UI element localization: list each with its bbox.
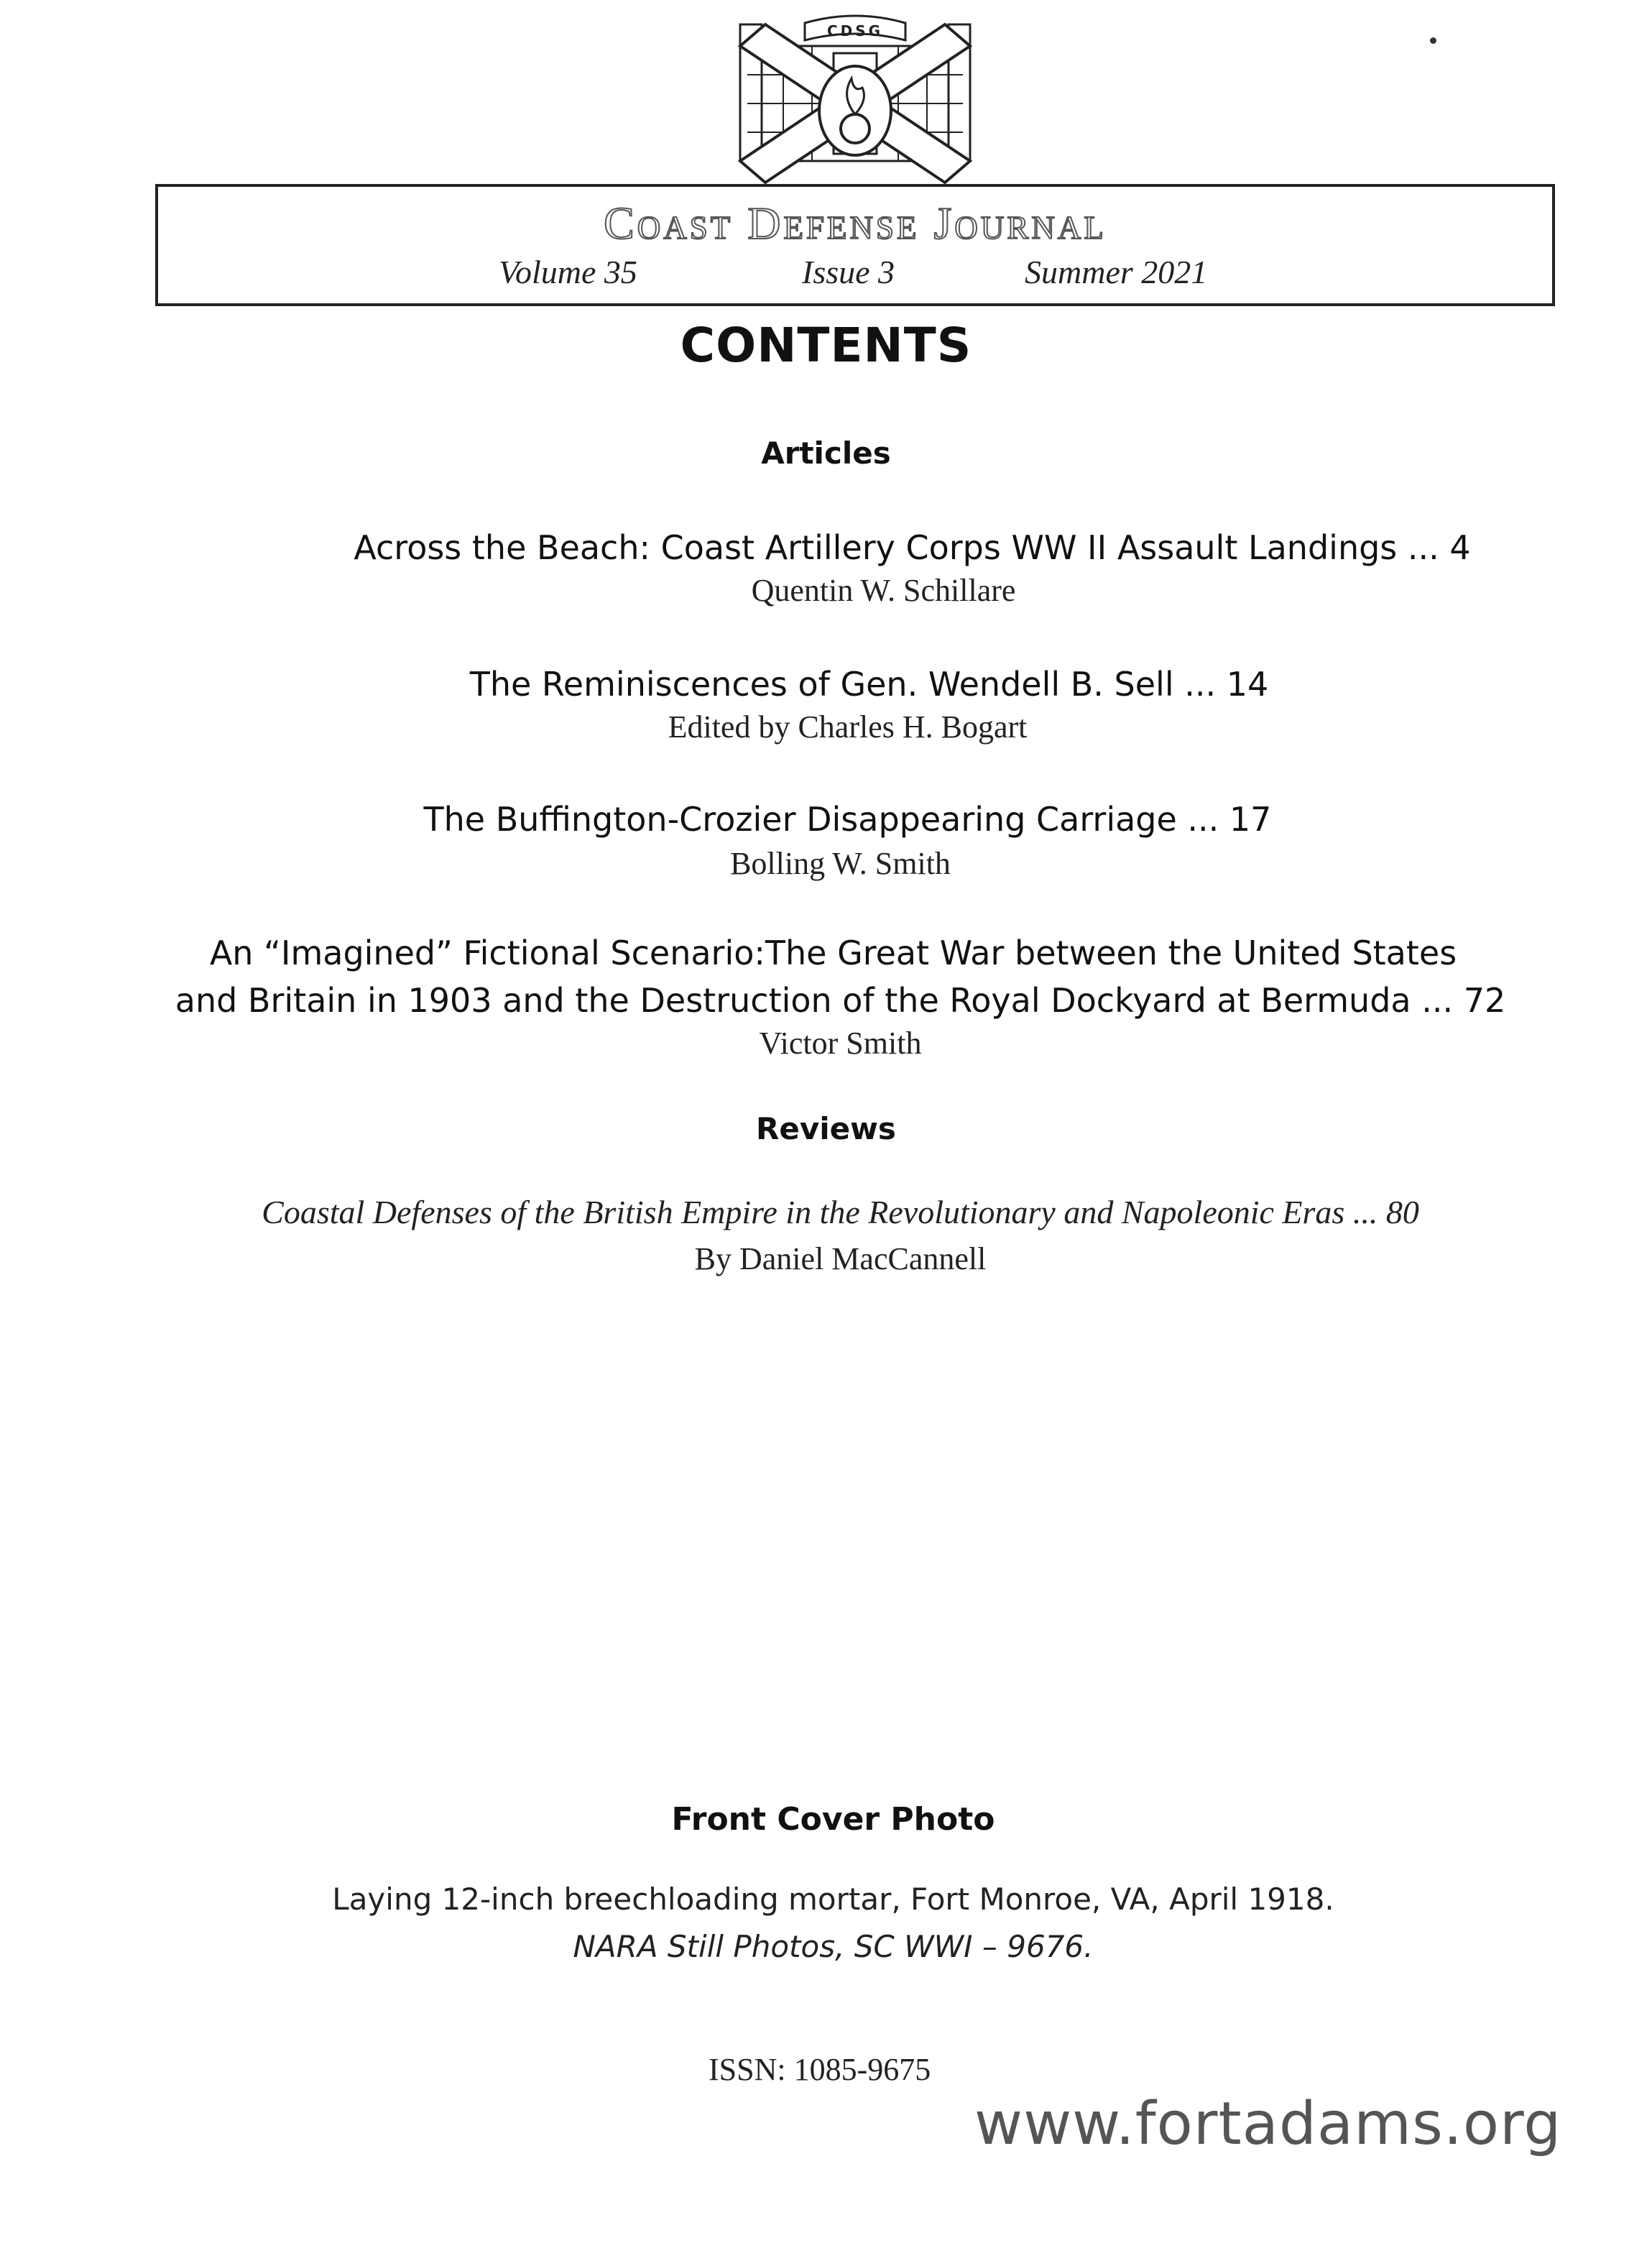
review-title[interactable]: Coastal Defenses of the British Empire in the Revolutionary and Napoleonic Eras ... 80	[262, 1194, 1419, 1230]
reviews-heading: Reviews	[756, 1111, 896, 1146]
article-author: Edited by Charles H. Bogart	[668, 709, 1028, 745]
cdsg-logo	[726, 10, 984, 190]
issn-number: ISSN: 1085-9675	[709, 2052, 931, 2087]
article-title[interactable]: The Buffington-Crozier Disappearing Carriage ... 17	[423, 800, 1272, 839]
season-label: Summer 2021	[1025, 254, 1208, 290]
article-author: Quentin W. Schillare	[751, 573, 1016, 608]
watermark-url: www.fortadams.org	[974, 2090, 1562, 2158]
review-author: By Daniel MacCannell	[694, 1241, 987, 1276]
articles-heading: Articles	[761, 436, 891, 471]
article-title[interactable]: The Reminiscences of Gen. Wendell B. Sell ... 14	[469, 665, 1269, 704]
article-title-line2[interactable]: and Britain in 1903 and the Destruction of the Royal Dockyard at Bermuda ... 72	[175, 981, 1506, 1020]
volume-label: Volume 35	[499, 254, 637, 290]
front-cover-heading: Front Cover Photo	[671, 1801, 995, 1838]
article-title[interactable]: Across the Beach: Coast Artillery Corps WW II Assault Landings ... 4	[354, 528, 1471, 567]
masthead-box	[155, 184, 1555, 306]
front-cover-credit: NARA Still Photos, SC WWI – 9676.	[573, 1929, 1094, 1964]
contents-heading: CONTENTS	[680, 318, 972, 373]
journal-title: Coast Defense Journal	[604, 198, 1107, 249]
article-author: Bolling W. Smith	[730, 846, 951, 881]
article-title-line1[interactable]: An “Imagined” Fictional Scenario:The Great War between the United States	[209, 934, 1457, 972]
issue-label: Issue 3	[802, 254, 895, 290]
speck	[1430, 37, 1436, 44]
article-author: Victor Smith	[759, 1026, 922, 1061]
front-cover-caption: Laying 12-inch breechloading mortar, Fort Monroe, VA, April 1918.	[332, 1882, 1334, 1917]
logo-label: CDSG	[826, 22, 884, 40]
